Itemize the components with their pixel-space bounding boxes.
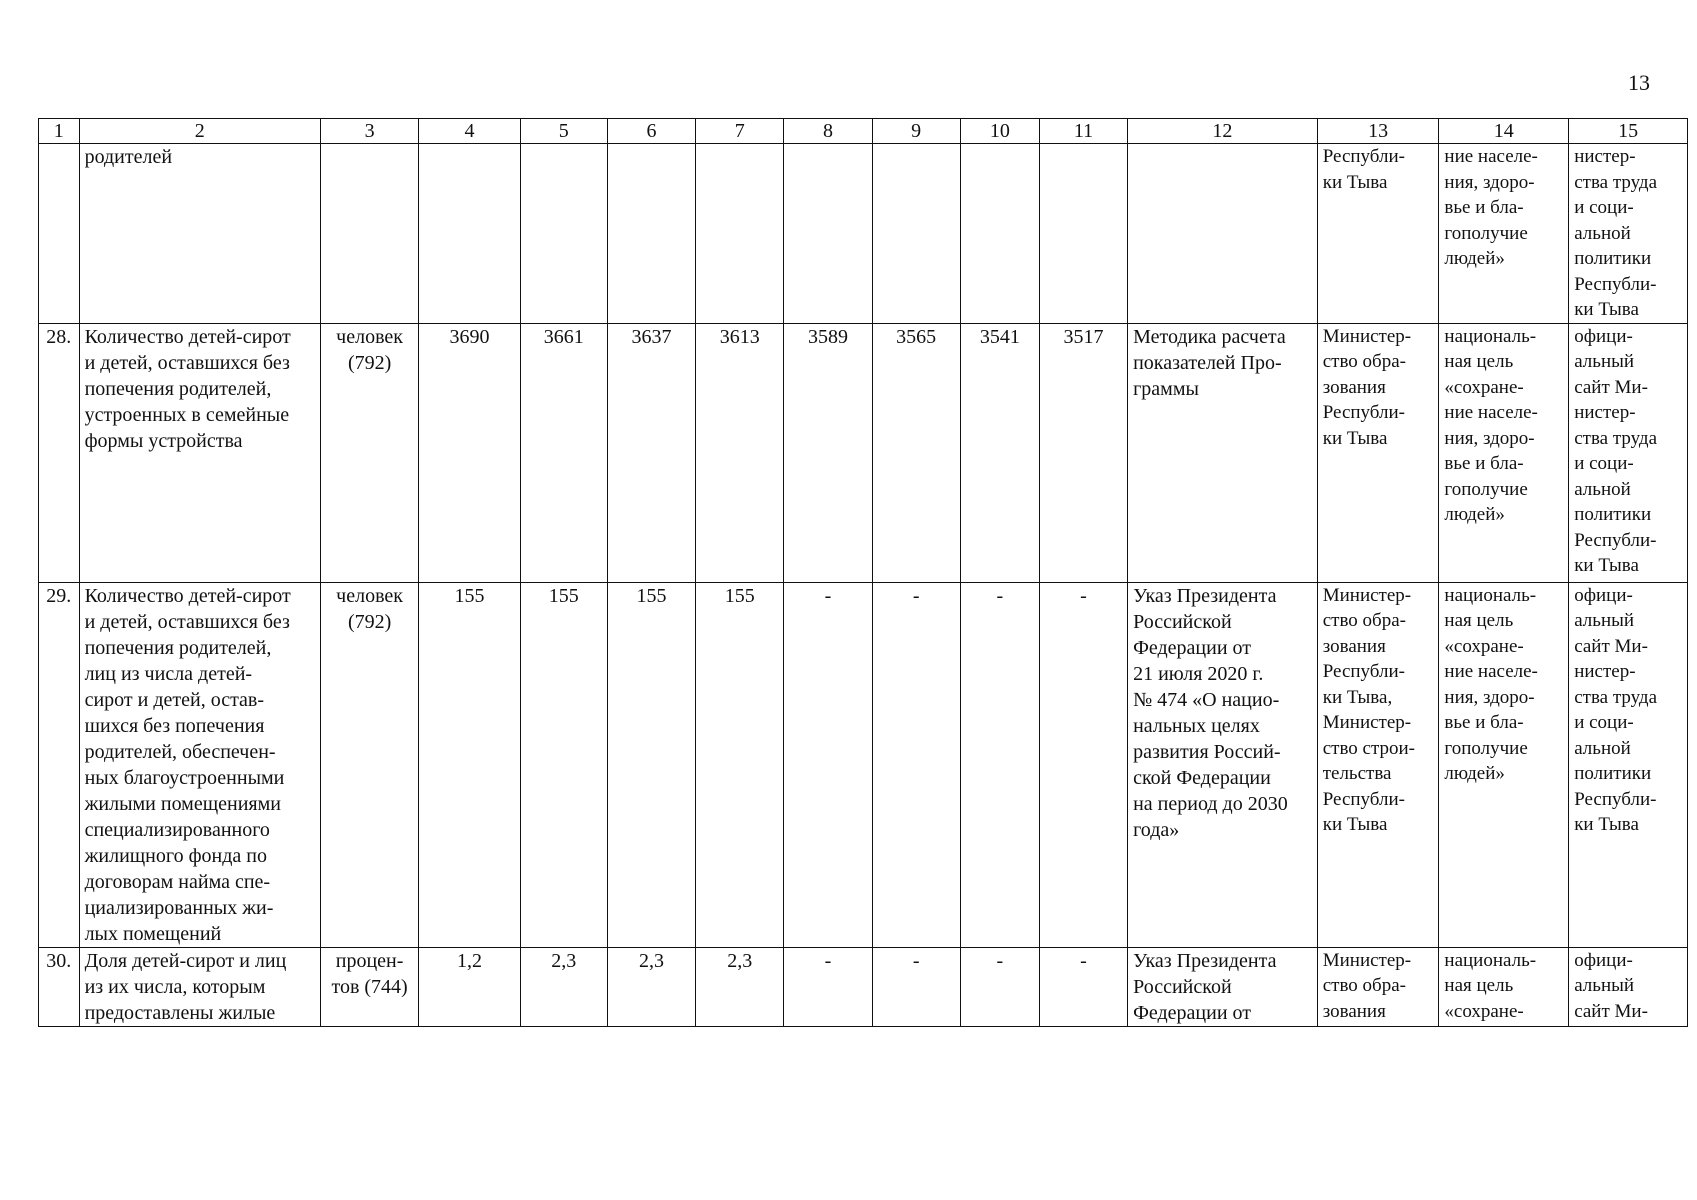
source-cell: Методика расчета показателей Про- граммы — [1128, 323, 1318, 582]
value-cell: 2,3 — [607, 947, 695, 1026]
indicator-name-cell: Количество детей-сирот и детей, оставшихся без попечения родителей, лиц из числа детей- сирот и детей, остав- шихся без попечения родителей, обеспечен- ных благоустроенными жилыми помещениями специализированного жилищного фонда по договорам найма спе- циализированных жи- лых помещений — [79, 582, 320, 947]
value-cell: 2,3 — [696, 947, 784, 1026]
column-header: 4 — [419, 119, 520, 144]
publish-cell: нистер- ства труда и соци- альной политики Республи- ки Тыва — [1569, 144, 1688, 324]
publish-cell: офици- альный сайт Ми- нистер- ства труда и соци- альной политики Республи- ки Тыва — [1569, 582, 1688, 947]
value-cell: - — [872, 582, 960, 947]
value-cell: - — [784, 582, 872, 947]
goal-cell: ние населе- ния, здоро- вье и бла- гополучие людей» — [1439, 144, 1569, 324]
column-header: 3 — [320, 119, 418, 144]
column-header: 14 — [1439, 119, 1569, 144]
responsible-cell: Республи- ки Тыва — [1317, 144, 1439, 324]
indicator-name-cell: Количество детей-сирот и детей, оставшихся без попечения родителей, устроенных в семейные формы устройства — [79, 323, 320, 582]
value-cell — [419, 144, 520, 324]
goal-cell: националь- ная цель «сохране- ние населе- ния, здоро- вье и бла- гополучие людей» — [1439, 323, 1569, 582]
indicator-name-cell: родителей — [79, 144, 320, 324]
goal-cell: националь- ная цель «сохране- — [1439, 947, 1569, 1026]
value-cell: 155 — [520, 582, 607, 947]
value-cell: 3589 — [784, 323, 872, 582]
value-cell: 155 — [607, 582, 695, 947]
value-cell: 155 — [419, 582, 520, 947]
value-cell: 3690 — [419, 323, 520, 582]
value-cell: 3517 — [1039, 323, 1127, 582]
column-header: 1 — [39, 119, 80, 144]
source-cell: Указ Президента Российской Федерации от — [1128, 947, 1318, 1026]
table-row-continuation — [39, 144, 1688, 324]
column-header: 11 — [1039, 119, 1127, 144]
source-cell — [1128, 144, 1318, 324]
column-header: 15 — [1569, 119, 1688, 144]
column-header: 8 — [784, 119, 872, 144]
row-number-cell: 29. — [39, 582, 80, 947]
value-cell: 3661 — [520, 323, 607, 582]
indicators-table — [38, 118, 1688, 1027]
unit-cell: человек (792) — [320, 582, 418, 947]
value-cell: 2,3 — [520, 947, 607, 1026]
column-header: 5 — [520, 119, 607, 144]
value-cell: - — [1039, 582, 1127, 947]
value-cell: 3637 — [607, 323, 695, 582]
column-header: 13 — [1317, 119, 1439, 144]
goal-cell: националь- ная цель «сохране- ние населе- ния, здоро- вье и бла- гополучие людей» — [1439, 582, 1569, 947]
value-cell — [520, 144, 607, 324]
publish-cell: офици- альный сайт Ми- — [1569, 947, 1688, 1026]
row-number-cell: 30. — [39, 947, 80, 1026]
row-number-cell: 28. — [39, 323, 80, 582]
value-cell — [696, 144, 784, 324]
value-cell — [1039, 144, 1127, 324]
value-cell — [607, 144, 695, 324]
value-cell: 3613 — [696, 323, 784, 582]
column-header: 9 — [872, 119, 960, 144]
table-row — [39, 947, 1688, 1026]
column-header: 2 — [79, 119, 320, 144]
column-header: 12 — [1128, 119, 1318, 144]
value-cell: - — [1039, 947, 1127, 1026]
value-cell: - — [960, 582, 1039, 947]
source-cell: Указ Президента Российской Федерации от 21 июля 2020 г. № 474 «О нацио- нальных целях развития Россий- ской Федерации на период до 2030 года» — [1128, 582, 1318, 947]
column-header: 6 — [607, 119, 695, 144]
value-cell: 3565 — [872, 323, 960, 582]
value-cell — [960, 144, 1039, 324]
responsible-cell: Министер- ство обра- зования Республи- ки Тыва, Министер- ство строи- тельства Республи- ки Тыва — [1317, 582, 1439, 947]
table-row — [39, 323, 1688, 582]
page-number: 13 — [1628, 70, 1650, 95]
value-cell — [872, 144, 960, 324]
unit-cell: процен- тов (744) — [320, 947, 418, 1026]
value-cell: 3541 — [960, 323, 1039, 582]
value-cell: 155 — [696, 582, 784, 947]
unit-cell: человек (792) — [320, 323, 418, 582]
publish-cell: офици- альный сайт Ми- нистер- ства труда и соци- альной политики Республи- ки Тыва — [1569, 323, 1688, 582]
value-cell: 1,2 — [419, 947, 520, 1026]
value-cell: - — [960, 947, 1039, 1026]
row-number-cell — [39, 144, 80, 324]
value-cell — [784, 144, 872, 324]
column-header: 10 — [960, 119, 1039, 144]
responsible-cell: Министер- ство обра- зования — [1317, 947, 1439, 1026]
value-cell: - — [872, 947, 960, 1026]
column-number-row — [39, 119, 1688, 144]
indicator-name-cell: Доля детей-сирот и лиц из их числа, которым предоставлены жилые — [79, 947, 320, 1026]
responsible-cell: Министер- ство обра- зования Республи- ки Тыва — [1317, 323, 1439, 582]
column-header: 7 — [696, 119, 784, 144]
value-cell: - — [784, 947, 872, 1026]
table-row — [39, 582, 1688, 947]
unit-cell — [320, 144, 418, 324]
